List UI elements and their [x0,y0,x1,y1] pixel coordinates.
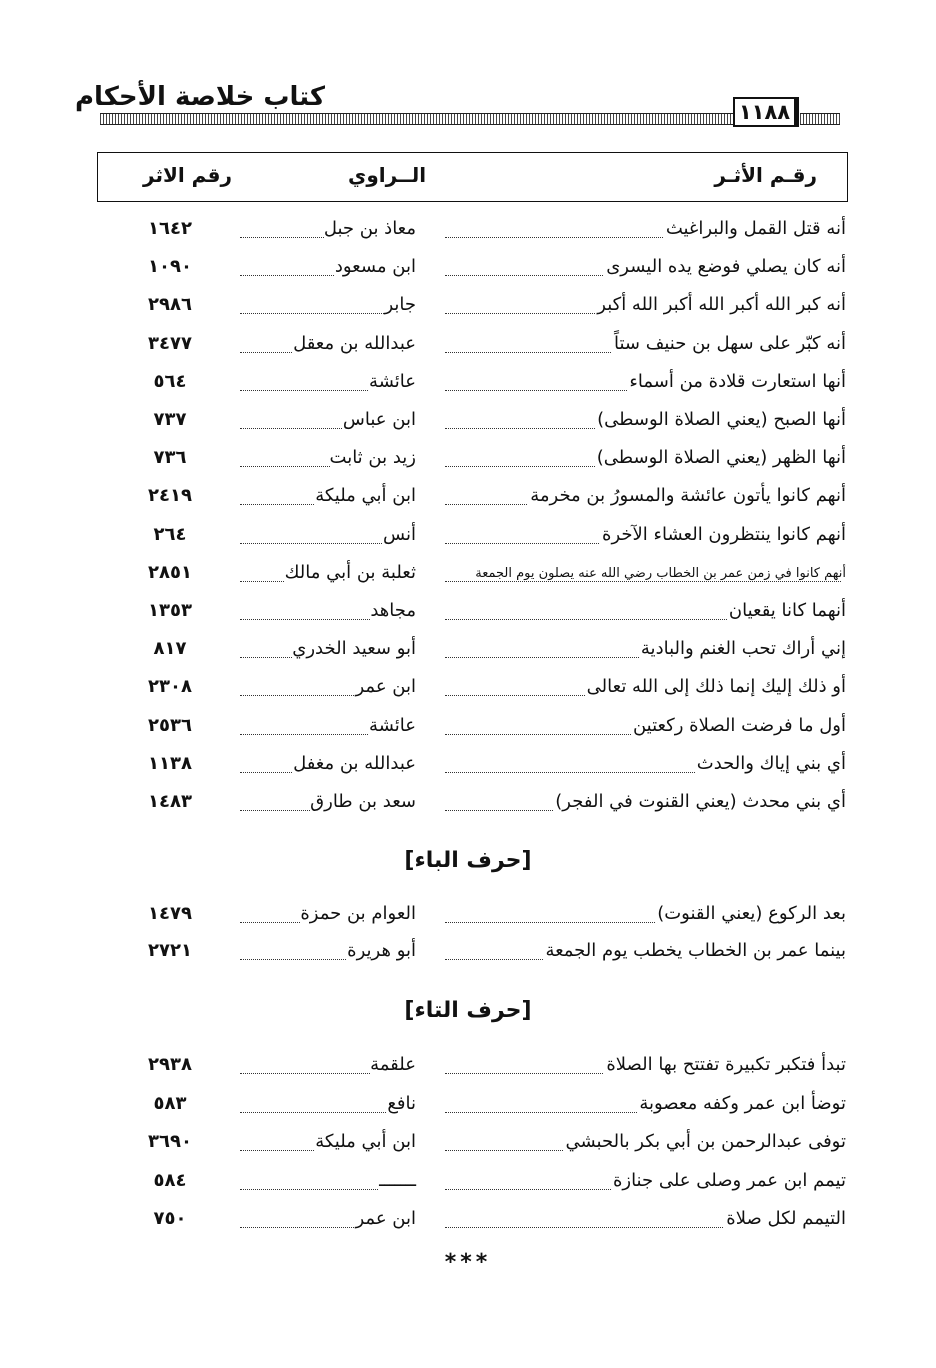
athar-text: أو ذلك إليك إنما ذلك إلى الله تعالى [586,676,846,698]
narrator-name: أبو سعيد الخدري [292,638,416,660]
narrator-name: أنس [383,523,416,545]
athar-number: ٣٤٧٧ [148,332,192,354]
athar-text: أنهم كانوا في زمن عمر بن الخطاب رضي الله عنه يصلون يوم الجمعة [475,565,846,581]
athar-number: ٥٦٤ [153,370,187,392]
entry-row [0,562,936,592]
entry-row [0,676,936,706]
entry-row [0,447,936,477]
entry-row [0,1208,936,1238]
athar-number: ٢٩٨٦ [148,294,192,316]
athar-number: ٢٦٤ [153,523,187,545]
athar-text: بعد الركوع (يعني القنوت) [657,903,846,924]
entry-row [0,333,936,363]
athar-text: توضأ ابن عمر وكفه معصوبة [639,1092,846,1114]
narrator-name: عائشة [369,370,416,392]
narrator-name: علقمة [370,1054,416,1075]
entry-row [0,1170,936,1200]
athar-text: أنها الظهر (يعني الصلاة الوسطى) [596,447,846,469]
entry-row [0,600,936,630]
athar-text: أنهما كانا يقعيان [728,600,846,621]
narrator-name: زيد بن ثابت [329,447,416,469]
entry-row [0,485,936,515]
entry-row [0,294,936,324]
athar-text: تيمم ابن عمر وصلى على جنازة [612,1169,846,1191]
column-header [97,152,848,202]
athar-text: أنه قتل القمل والبراغيث [665,218,846,239]
athar-text: توفى عبدالرحمن بن أبي بكر بالحبشي [565,1131,846,1152]
narrator-name: ابن عباس [342,409,416,430]
narrator-name: عائشة [369,714,416,736]
athar-number: ٧٥٠ [153,1208,187,1229]
athar-text: أنها الصبح (يعني الصلاة الوسطى) [597,409,846,430]
athar-number: ١٤٨٣ [148,791,192,812]
narrator-name: معاذ بن جبل [323,218,416,239]
athar-number: ١٦٤٢ [148,218,192,239]
page-number: ١١٨٨ [733,97,799,127]
athar-text: بينما عمر بن الخطاب يخطب يوم الجمعة [545,940,846,961]
entry-row [0,791,936,821]
entry-row [0,753,936,783]
athar-number: ٢٨٥١ [148,561,192,583]
athar-text: أنه كبر الله أكبر الله أكبر الله أكبر [597,294,846,316]
athar-text: تبدأ فتكبر تكبيرة تفتتح بها الصلاة [606,1054,846,1075]
header-rule [100,113,737,125]
entry-row [0,903,936,933]
narrator-name: نافع [387,1092,416,1114]
athar-text: أي بني محدث (يعني القنوت في الفجر) [555,791,846,812]
narrator-name: سعد بن طارق [310,791,416,812]
athar-number: ١١٣٨ [148,752,192,774]
narrator-name: مجاهد [370,600,416,621]
athar-text: أنه كبّر على سهل بن حنيف ستاً [614,332,846,354]
athar-text: أنه كان يصلي فوضع يده اليسرى [606,256,846,278]
athar-number: ٢٤١٩ [148,485,192,507]
entry-row [0,256,936,286]
column-narrator-header: الــراوي [348,163,427,187]
athar-number: ٢٣٠٨ [148,676,192,698]
athar-text: أنهم كانوا يأتون عائشة والمسورُ بن مخرمة [530,485,846,507]
athar-number: ١٠٩٠ [148,256,192,278]
narrator-name: ـــــــ [379,1169,416,1191]
athar-number: ٥٨٤ [153,1169,187,1191]
athar-text: أنها استعارت قلادة من أسماء [629,370,846,392]
narrator-name: العوام بن حمزة [300,903,416,924]
athar-number: ٢٩٣٨ [148,1054,192,1075]
athar-number: ٥٨٣ [153,1092,187,1114]
column-athar-header: رقـم الأثـر [714,163,817,187]
athar-text: إني أراك تحب الغنم والبادية [640,638,846,660]
entry-row [0,1131,936,1161]
entry-row [0,409,936,439]
narrator-name: ثعلبة بن أبي مالك [284,561,416,583]
narrator-name: أبو هريرة [347,940,416,961]
section-heading-ta: [حرف التاء] [404,998,532,1023]
athar-number: ٢٧٢١ [148,940,192,961]
entry-row [0,715,936,745]
entry-row [0,371,936,401]
narrator-name: ابن أبي مليكة [315,1131,416,1152]
narrator-name: ابن أبي مليكة [315,485,416,507]
athar-number: ٧٣٦ [153,447,187,469]
entry-row [0,1093,936,1123]
athar-text: أي بني إياك والحدث [696,752,846,774]
athar-number: ٢٥٣٦ [148,714,192,736]
entry-row [0,940,936,970]
athar-text: التيمم لكل صلاة [726,1208,846,1229]
athar-number: ٨١٧ [153,638,187,660]
entry-row [0,1054,936,1084]
leader-dots [445,581,841,582]
entry-row [0,218,936,248]
entry-row [0,524,936,554]
athar-number: ٧٣٧ [153,409,187,430]
narrator-name: عبدالله بن مغفل [293,752,416,774]
end-mark: *** [444,1250,492,1275]
narrator-name: ابن مسعود [334,256,416,278]
narrator-name: عبدالله بن معقل [293,332,416,354]
column-number-header: رقم الاثر [143,163,232,187]
athar-number: ١٤٧٩ [148,903,192,924]
narrator-name: ابن عمر [355,676,416,698]
athar-number: ١٣٥٣ [148,600,192,621]
narrator-name: جابر [384,294,416,316]
narrator-name: ابن عمر [355,1208,416,1229]
athar-text: أول ما فرضت الصلاة ركعتين [632,714,846,736]
book-title: كتاب خلاصة الأحكام [74,82,325,112]
header-rule-right [800,113,840,125]
section-heading-ba: [حرف الباء] [404,848,532,873]
athar-text: أنهم كانوا ينتظرون العشاء الآخرة [602,523,846,545]
entry-row [0,638,936,668]
athar-number: ٣٦٩٠ [148,1131,192,1152]
